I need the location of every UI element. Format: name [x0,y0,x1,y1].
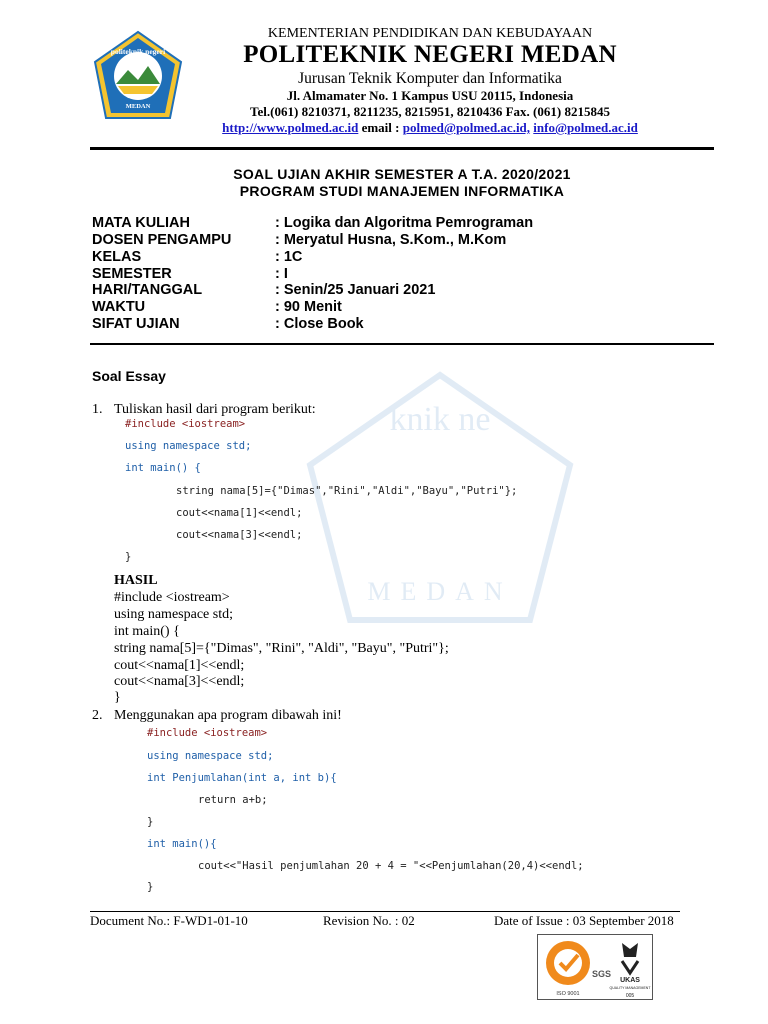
info-value: : I [275,266,288,282]
info-key: SIFAT UJIAN [92,316,180,332]
info-key: SEMESTER [92,266,172,282]
svg-text:knik ne: knik ne [389,401,491,438]
info-key: DOSEN PENGAMPU [92,232,232,248]
info-key: MATA KULIAH [92,215,190,231]
info-key: HARI/TANGGAL [92,282,203,298]
answer-line: cout<<nama[3]<<endl; [114,674,245,689]
code-line: cout<<nama[3]<<endl; [176,529,303,541]
section-title: Soal Essay [92,368,166,384]
iso-label: ISO 9001 [556,991,580,997]
answer-line: #include <iostream> [114,590,230,605]
code-line: int main(){ [147,838,217,850]
code-line: } [147,881,154,893]
info-key: WAKTU [92,299,146,315]
document-number: Document No.: F-WD1-01-10 [90,913,248,928]
email-link-polmed[interactable]: polmed@polmed.ac.id, [402,120,531,135]
footer-divider [90,911,680,912]
revision-number: Revision No. : 02 [323,913,415,928]
website-link[interactable]: http://www.polmed.ac.id [222,120,359,135]
ukas-sub-label: QUALITY MANAGEMENT [609,986,651,990]
answer-line: cout<<nama[1]<<endl; [114,658,245,673]
code-line: } [147,816,154,828]
certification-logos [538,935,652,999]
info-value: : Senin/25 Januari 2021 [275,282,436,298]
certification-box [537,934,653,1000]
contact-line [150,120,710,136]
code-line: #include <iostream> [147,727,268,739]
address: Jl. Almamater No. 1 Kampus USU 20115, Indonesia [286,88,574,103]
info-value: : Logika dan Algoritma Pemrograman [275,215,534,231]
info-key: KELAS [92,249,142,265]
sgs-label: SGS [592,969,612,979]
ukas-number: 005 [625,993,635,999]
code-line: cout<<"Hasil penjumlahan 20 + 4 = "<<Penjumlahan(20,4)<<endl; [198,860,584,872]
info-value: : Meryatul Husna, S.Kom., M.Kom [275,232,507,248]
ukas-label: UKAS [620,977,640,984]
answer-line: string nama[5]={"Dimas", "Rini", "Aldi", "Bayu", "Putri"}; [114,641,449,656]
exam-title: SOAL UJIAN AKHIR SEMESTER A T.A. 2020/2021 [233,166,571,182]
header-divider [90,147,714,150]
logo-text-bottom: MEDAN [125,103,151,110]
code-line: return a+b; [198,794,268,806]
answer-title: HASIL [114,573,158,588]
question-number: 1. [92,402,103,417]
code-line: int main() { [125,462,201,474]
code-line: cout<<nama[1]<<endl; [176,507,303,519]
email-link-info[interactable]: info@polmed.ac.id [533,120,638,135]
question-number: 2. [92,708,103,723]
email-label: email : [361,120,400,135]
code-line: #include <iostream> [125,418,246,430]
svg-text:MEDAN: MEDAN [367,577,513,606]
answer-line: int main() { [114,624,180,639]
ministry-name: KEMENTERIAN PENDIDIKAN DAN KEBUDAYAAN [267,26,593,41]
phone-fax: Tel.(061) 8210371, 8211235, 8215951, 8210436 Fax. (061) 8215845 [250,104,610,119]
code-line: string nama[5]={"Dimas","Rini","Aldi","Bayu","Putri"}; [176,485,518,497]
answer-line: } [114,690,121,705]
info-value: : 1C [275,249,303,265]
program-title: PROGRAM STUDI MANAJEMEN INFORMATIKA [239,183,565,199]
department-name: Jurusan Teknik Komputer dan Informatika [298,70,562,87]
answer-line: using namespace std; [114,607,233,622]
watermark-seal [300,370,580,630]
logo-text-top: politeknik negeri [110,47,166,56]
code-line: } [125,551,132,563]
info-value: : 90 Menit [275,299,342,315]
info-divider [90,343,714,345]
code-line: int Penjumlahan(int a, int b){ [147,772,337,784]
question-text: Tuliskan hasil dari program berikut: [114,402,316,417]
code-line: using namespace std; [125,440,252,452]
code-line: using namespace std; [147,750,274,762]
institution-name: POLITEKNIK NEGERI MEDAN [243,41,617,68]
issue-date: Date of Issue : 03 September 2018 [494,913,674,928]
question-text: Menggunakan apa program dibawah ini! [114,708,342,723]
info-value: : Close Book [275,316,364,332]
